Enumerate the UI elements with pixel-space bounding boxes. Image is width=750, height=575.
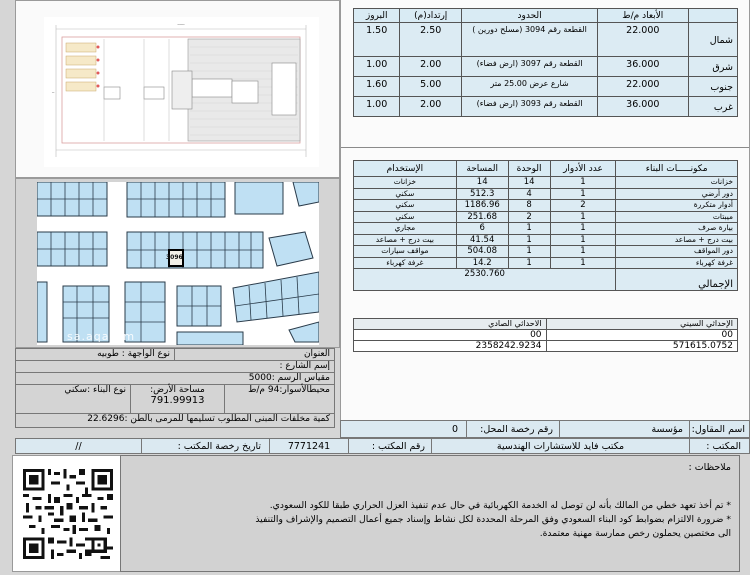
units-cell: 1 xyxy=(508,223,550,235)
table-row xyxy=(354,23,738,57)
component-name: خزانات xyxy=(616,177,738,189)
office-number-value: 7771241 xyxy=(269,439,348,453)
column-header: الوحدة xyxy=(508,161,550,177)
area-cell: 251.68 xyxy=(456,211,508,223)
qr-code-box xyxy=(12,455,122,572)
shop-license-label: رقم رخصة المحل: xyxy=(466,421,559,437)
area-cell: 41.54 xyxy=(456,234,508,246)
table-row xyxy=(354,177,738,189)
component-name: ميبتات xyxy=(616,211,738,223)
notes-section xyxy=(120,455,740,572)
use-cell: سكني xyxy=(354,188,457,200)
office-name: مكتب فايد للاستشارات الهندسية xyxy=(431,439,689,453)
floors-cell: 1 xyxy=(550,177,616,189)
table-row xyxy=(354,200,738,212)
table-row xyxy=(354,97,738,117)
dimension-cell: 36.000 xyxy=(598,57,689,77)
table-row xyxy=(354,223,738,235)
floors-cell: 1 xyxy=(550,211,616,223)
facade-type: نوع الواجهة : طوبيه xyxy=(97,349,170,359)
land-area-value: 791.99913 xyxy=(150,395,205,406)
use-cell: غرفة كهرباء xyxy=(354,257,457,269)
floors-cell: 1 xyxy=(550,234,616,246)
area-cell: 6 xyxy=(456,223,508,235)
dimension-cell: 22.000 xyxy=(598,23,689,57)
area-cell: 504.08 xyxy=(456,246,508,258)
table-row xyxy=(354,57,738,77)
location-map xyxy=(37,182,319,345)
component-name: أدوار متكررة xyxy=(616,200,738,212)
address-label: العنوان xyxy=(174,349,334,360)
use-cell: سكني xyxy=(354,200,457,212)
area-cell: 512.3 xyxy=(456,188,508,200)
contractor-name-value: مؤسسة xyxy=(559,421,689,437)
component-name: دور أرضي xyxy=(616,188,738,200)
units-cell: 1 xyxy=(508,234,550,246)
side-cell: جنوب xyxy=(688,77,737,97)
drawing-scale: مقياس الرسم :5000 xyxy=(248,373,330,383)
boundary-cell: شارع عرض 25.00 متر xyxy=(462,77,598,97)
table-row xyxy=(354,234,738,246)
setback-cell: 2.00 xyxy=(400,57,462,77)
plot-number-label: 3096 xyxy=(166,254,183,261)
floor-plan-panel xyxy=(15,0,340,178)
column-header: الحدود xyxy=(462,9,598,23)
office-number-label: رقم المكتب : xyxy=(348,439,431,453)
table-row xyxy=(354,211,738,223)
x-coordinate-cell: 00 xyxy=(546,330,737,341)
component-name: بيارة صرف xyxy=(616,223,738,235)
table-header-row xyxy=(354,9,738,23)
note-line: الى مختصين يحملون رخص ممارسة مهنية معتمدة. xyxy=(539,528,731,539)
units-cell: 8 xyxy=(508,200,550,212)
use-cell: سكني xyxy=(354,211,457,223)
boundaries-table xyxy=(353,8,738,117)
side-cell: غرب xyxy=(688,97,737,117)
total-value: 2530.760 xyxy=(354,269,616,291)
projection-cell: 1.60 xyxy=(354,77,400,97)
column-header: الأبعاد م/ط xyxy=(598,9,689,23)
building-components-table xyxy=(353,160,738,291)
contractor-name-label: اسم المقاول: xyxy=(689,421,749,437)
license-date-value: // xyxy=(75,440,82,452)
x-coordinate-cell: 571615.0752 xyxy=(546,341,737,352)
y-coordinate-cell: 2358242.9234 xyxy=(354,341,547,352)
column-header: البروز xyxy=(354,9,400,23)
table-row xyxy=(354,341,738,352)
floors-cell: 1 xyxy=(550,188,616,200)
land-area xyxy=(130,385,224,413)
projection-cell: 1.00 xyxy=(354,97,400,117)
license-date-label: تاريخ رخصة المكتب : xyxy=(141,439,269,453)
floors-cell: 1 xyxy=(550,246,616,258)
units-cell: 14 xyxy=(508,177,550,189)
column-header: المساحة xyxy=(456,161,508,177)
shop-license-value: 0 xyxy=(451,423,458,435)
total-row xyxy=(354,269,738,291)
y-coordinate-cell: 00 xyxy=(354,330,547,341)
svg-text:ــ: ــ xyxy=(52,89,55,94)
component-name: غرفة كهرباء xyxy=(616,257,738,269)
floors-cell: 1 xyxy=(550,223,616,235)
area-cell: 14.2 xyxy=(456,257,508,269)
location-map-panel xyxy=(15,178,340,348)
units-cell: 4 xyxy=(508,188,550,200)
office-label: المكتب : xyxy=(689,439,749,453)
debris-quantity: كمية مخلفات المبنى المطلوب تسليمها للمرمى بالطن :22.6296 xyxy=(87,414,330,424)
table-header-row xyxy=(354,161,738,177)
dimension-cell: 36.000 xyxy=(598,97,689,117)
land-area-label: مساحة الأرض: xyxy=(150,385,205,395)
component-name: بيت درج + مصاعد xyxy=(616,234,738,246)
column-header: إرتداد(م) xyxy=(400,9,462,23)
table-row xyxy=(354,188,738,200)
x-coordinate-header: الإحداثي السيني xyxy=(546,319,737,330)
setback-cell: 2.00 xyxy=(400,97,462,117)
column-header xyxy=(688,9,737,23)
fence-perimeter: محيطالأسوار:94 م/ط xyxy=(224,385,334,413)
use-cell: مجاري xyxy=(354,223,457,235)
use-cell: مواقف سيارات xyxy=(354,246,457,258)
address-row xyxy=(16,349,334,361)
side-cell: شمال xyxy=(688,23,737,57)
table-row xyxy=(354,330,738,341)
floors-cell: 1 xyxy=(550,257,616,269)
section-divider xyxy=(341,147,749,148)
column-header: مكونـــــات البناء xyxy=(616,161,738,177)
area-cell: 14 xyxy=(456,177,508,189)
projection-cell: 1.50 xyxy=(354,23,400,57)
floors-cell: 2 xyxy=(550,200,616,212)
dimension-cell: 22.000 xyxy=(598,77,689,97)
street-row xyxy=(16,361,334,373)
area-row xyxy=(16,385,334,414)
setback-cell: 5.00 xyxy=(400,77,462,97)
building-type: نوع البناء :سكني xyxy=(64,385,126,395)
note-line: * تم أخذ تعهد خطي من المالك بأنه لن توصل له الخدمة الكهربائية في حال عدم تنفيذ العزل الحراري طبقا للكود السعودي. xyxy=(269,500,731,511)
use-cell: خزانات xyxy=(354,177,457,189)
right-data-panel xyxy=(340,0,750,420)
note-line: * ضرورة الالتزام بضوابط كود البناء السعودي وفق المرحلة المحددة لكل نشاط وإسناد جميع أعمال التصميم والإشراف والتنفيذ xyxy=(255,514,731,525)
debris-row xyxy=(16,414,334,428)
y-coordinate-header: الاحداثي الصادي xyxy=(354,319,547,330)
table-row xyxy=(354,257,738,269)
table-header-row xyxy=(354,319,738,330)
side-cell: شرق xyxy=(688,57,737,77)
units-cell: 1 xyxy=(508,246,550,258)
contractor-row xyxy=(340,420,750,438)
total-label: الإجمالي xyxy=(616,269,738,291)
floor-plan-drawing xyxy=(44,17,319,167)
boundary-cell: القطعة رقم 3093 (ارض فضاء) xyxy=(462,97,598,117)
component-name: دور المواقف xyxy=(616,246,738,258)
street-name: إسم الشارع : xyxy=(279,361,330,371)
boundary-cell: القطعة رقم 3094 (مسلح دورين ) xyxy=(462,23,598,57)
watermark-text: sa.aqar.fm xyxy=(67,330,136,343)
units-cell: 2 xyxy=(508,211,550,223)
units-cell: 1 xyxy=(508,257,550,269)
table-row xyxy=(354,246,738,258)
qr-code-icon xyxy=(23,469,113,559)
table-row xyxy=(354,77,738,97)
projection-cell: 1.00 xyxy=(354,57,400,77)
setback-cell: 2.50 xyxy=(400,23,462,57)
use-cell: بيت درج + مصاعد xyxy=(354,234,457,246)
area-cell: 1186.96 xyxy=(456,200,508,212)
column-header: الإستخدام xyxy=(354,161,457,177)
column-header: عدد الأدوار xyxy=(550,161,616,177)
notes-title: ملاحظات : xyxy=(688,462,731,473)
property-info-block xyxy=(15,348,335,428)
boundary-cell: القطعة رقم 3097 (ارض فضاء) xyxy=(462,57,598,77)
office-row xyxy=(15,438,750,454)
scale-row xyxy=(16,373,334,385)
svg-text:ــــــ: ــــــ xyxy=(177,21,185,26)
coordinates-table xyxy=(353,318,738,352)
